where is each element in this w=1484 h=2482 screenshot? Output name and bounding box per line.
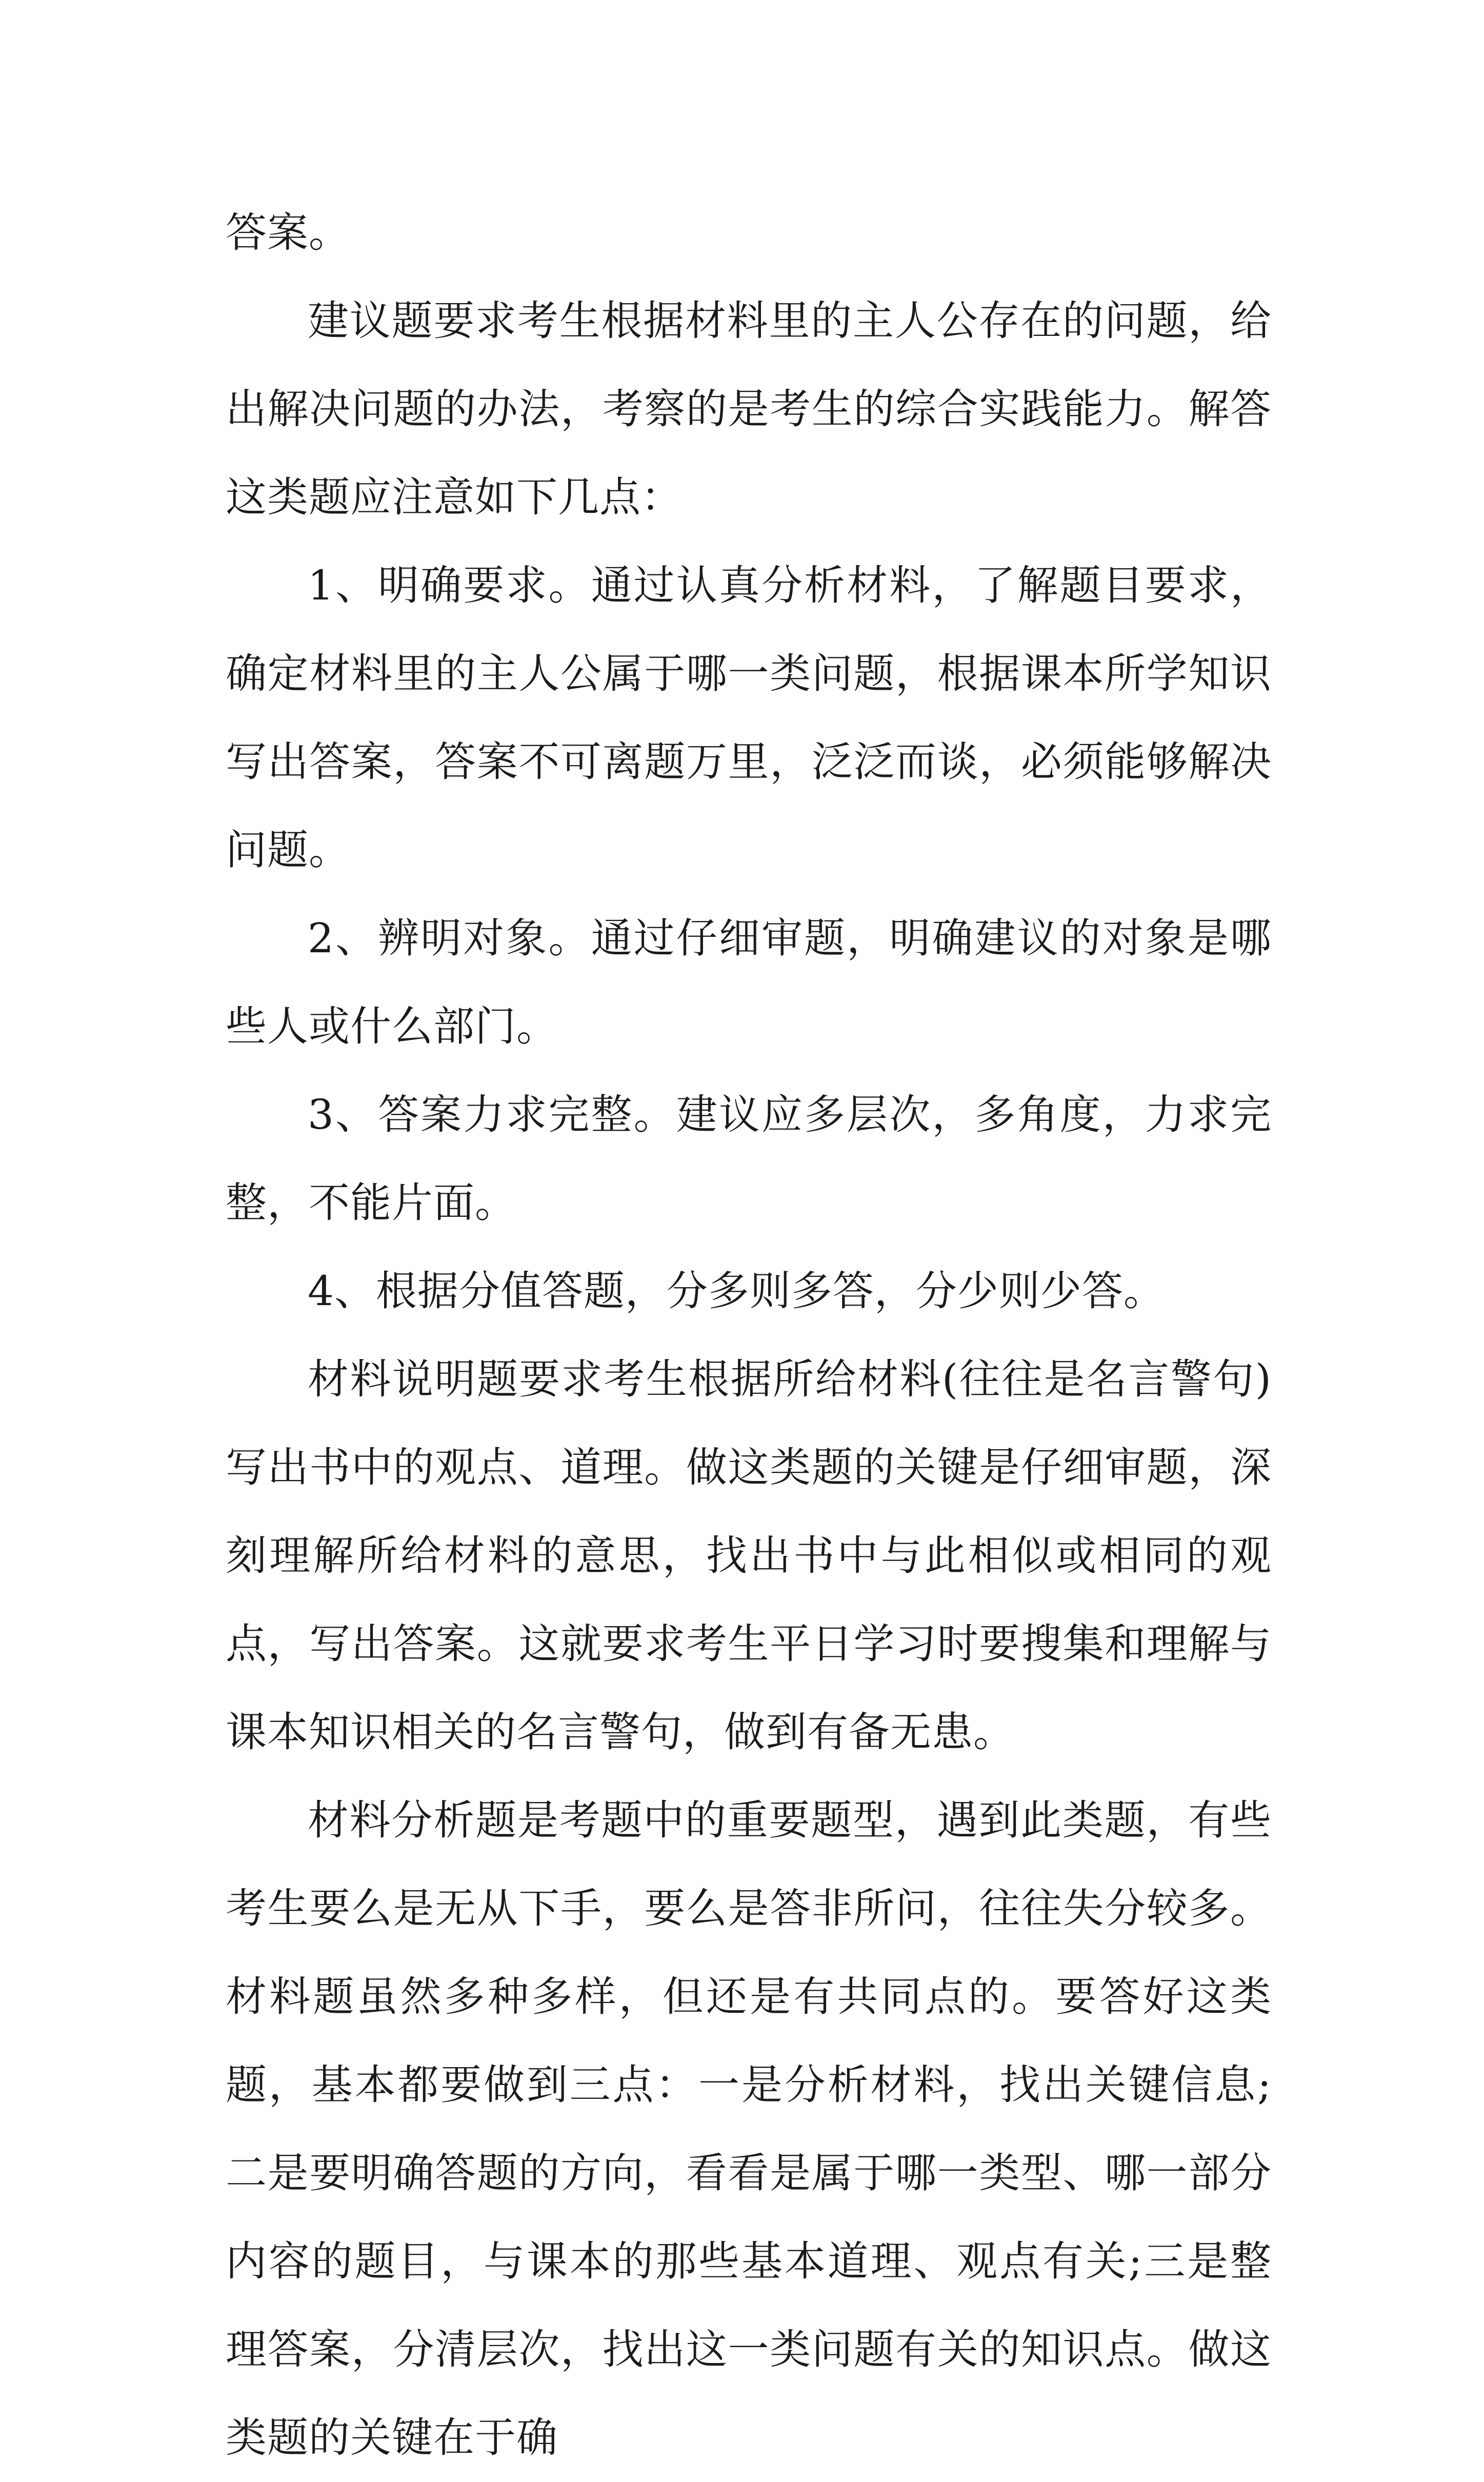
paragraph: 材料说明题要求考生根据所给材料(往往是名言警句)写出书中的观点、道理。做这类题的关键是仔细审题，深刻理解所给材料的意思，找出书中与此相似或相同的观点，写出答案。这就要求考生平日学习时要搜集和理解与课本知识相关的名言警句，做到有备无患。 [226, 1355, 1272, 1756]
paragraph: 答案。 [226, 209, 350, 256]
paragraph: 4、根据分值答题，分多则多答，分少则少答。 [308, 1267, 1165, 1315]
paragraph: 材料分析题是考题中的重要题型，遇到此类题，有些考生要么是无从下手，要么是答非所问，往往失分较多。材料题虽然多种多样，但还是有共同点的。要答好这类题，基本都要做到三点：一是分析材料，找出关键信息;二是要明确答题的方向，看看是属于哪一类型、哪一部分内容的题目，与课本的那些基本道理、观点有关;三是整理答案，分清层次，找出这一类问题有关的知识点。做这类题的关键在于确 [226, 1796, 1272, 2461]
paragraph: 建议题要求考生根据材料里的主人公存在的问题，给出解决问题的办法，考察的是考生的综合实践能力。解答这类题应注意如下几点： [226, 297, 1272, 521]
body-text [226, 189, 1272, 2482]
paragraph: 2、辨明对象。通过仔细审题，明确建议的对象是哪些人或什么部门。 [226, 914, 1272, 1050]
paragraph: 3、答案力求完整。建议应多层次，多角度，力求完整，不能片面。 [226, 1091, 1272, 1227]
paragraph: 1、明确要求。通过认真分析材料，了解题目要求，确定材料里的主人公属于哪一类问题，根据课本所学知识写出答案，答案不可离题万里，泛泛而谈，必须能够解决问题。 [226, 562, 1272, 874]
